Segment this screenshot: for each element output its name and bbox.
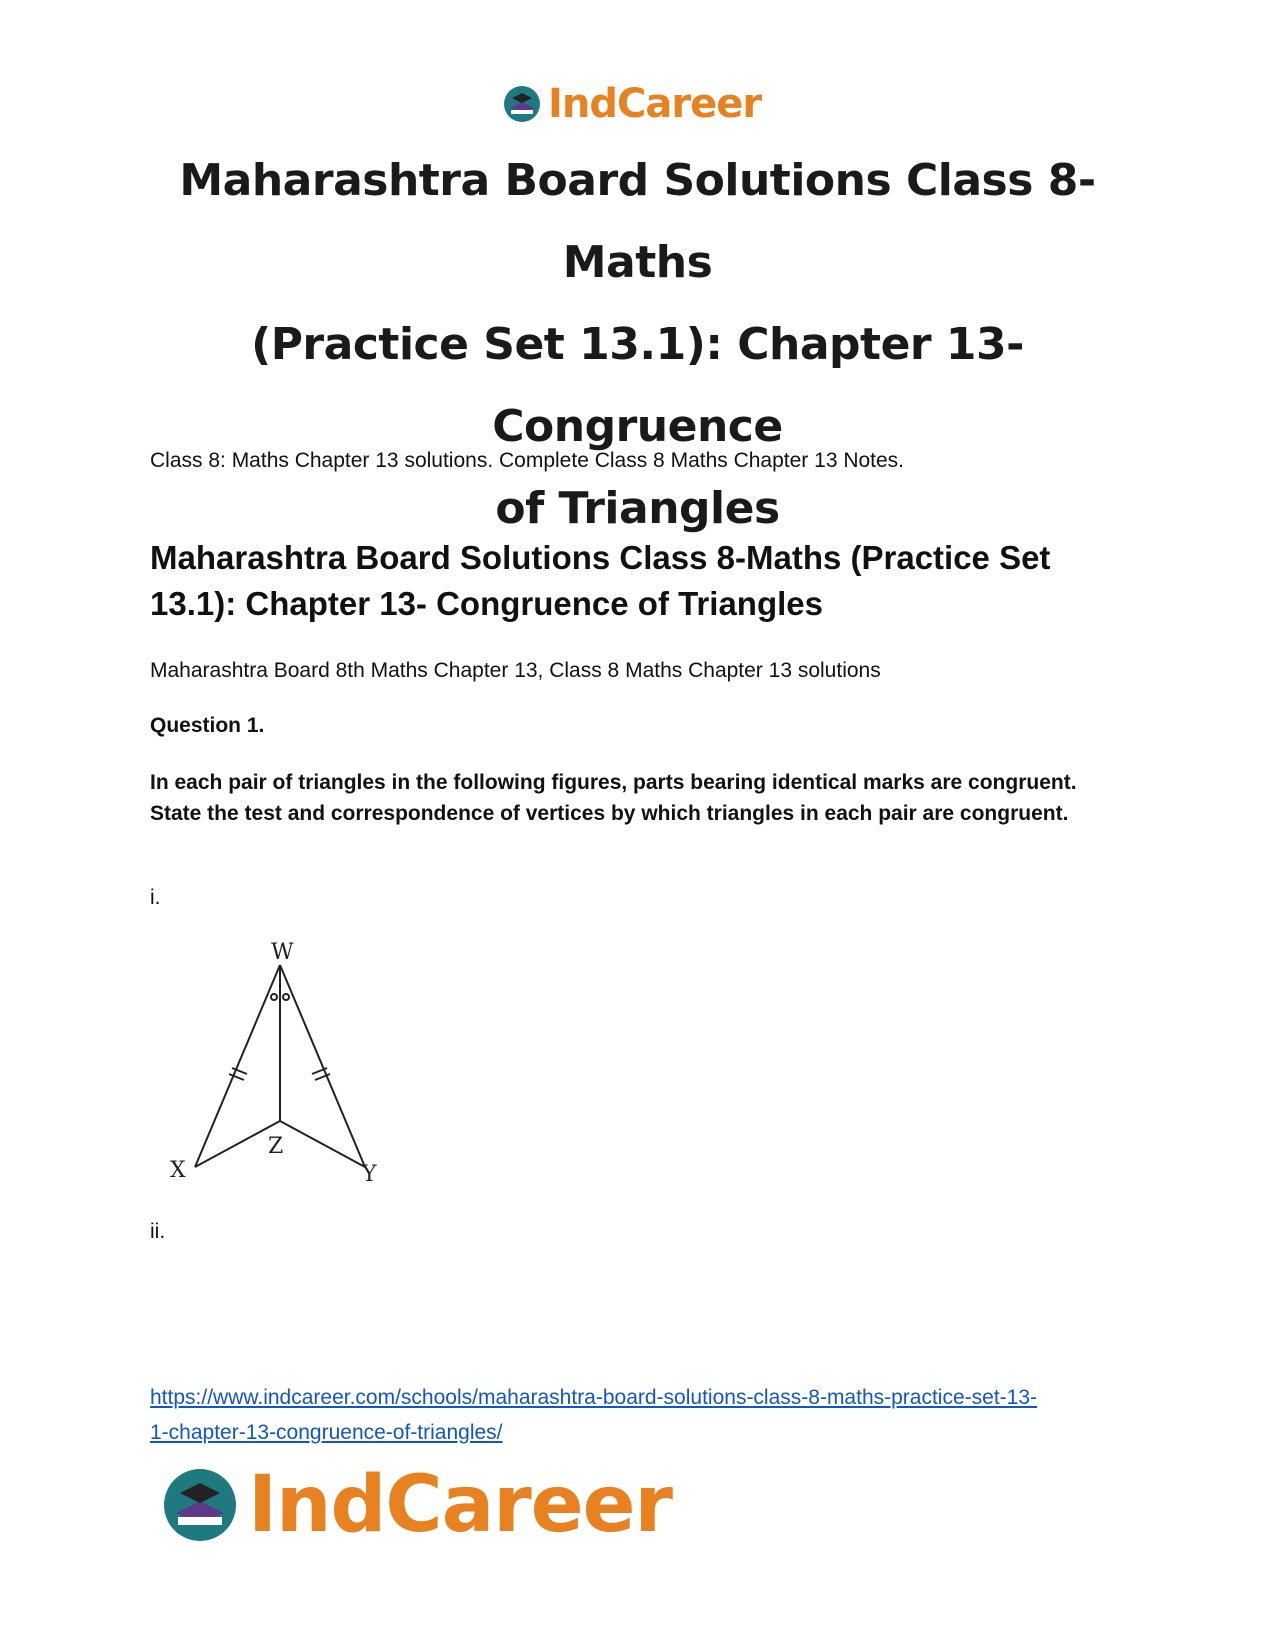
vertex-label-y: Y [362,1162,377,1185]
triangle-figure [150,935,410,1185]
source-url-link[interactable] [150,1380,1130,1450]
question-text: In each pair of triangles in the following figures, parts bearing identical marks are congruent. State the test and correspondence of vertices by which triangles in each pair are congruent. [150,771,1077,825]
side-wy [280,965,365,1167]
title-line: Maharashtra Board Solutions Class 8-Maths [179,155,1096,288]
section-heading [150,535,1130,627]
graduation-book-icon [502,84,542,124]
vertex-label-z: Z [268,1134,284,1159]
title-line: (Practice Set 13.1): Chapter 13- Congruence [251,319,1024,452]
heading-line: 13.1): Chapter 13- Congruence of Triangles [150,585,823,622]
indcareer-logo-bottom[interactable] [160,1455,700,1555]
side-zy [280,1121,365,1167]
heading-line: Maharashtra Board Solutions Class 8-Maths (Practice Set [150,539,1051,576]
page-title [150,140,1125,550]
intro-text: Class 8: Maths Chapter 13 solutions. Complete Class 8 Maths Chapter 13 Notes. [150,449,905,472]
subtitle-text: Maharashtra Board 8th Maths Chapter 13, Class 8 Maths Chapter 13 solutions [150,659,881,682]
part-label-ii: ii. [150,1220,166,1243]
vertex-label-w: W [271,940,294,965]
logo-text: IndCareer [248,1460,672,1550]
logo-text: IndCareer [548,81,762,127]
url-line: https://www.indcareer.com/schools/maharashtra-board-solutions-class-8-maths-practice-set-13- [150,1386,1038,1409]
indcareer-logo-top[interactable] [502,78,772,130]
question-label: Question 1. [150,714,265,737]
url-line: 1-chapter-13-congruence-of-triangles/ [150,1421,503,1444]
title-line: of Triangles [495,483,780,534]
part-label-i: i. [150,886,161,909]
graduation-book-icon [160,1465,240,1545]
vertex-label-x: X [170,1158,186,1183]
angle-mark [283,994,289,1000]
angle-mark [271,994,277,1000]
